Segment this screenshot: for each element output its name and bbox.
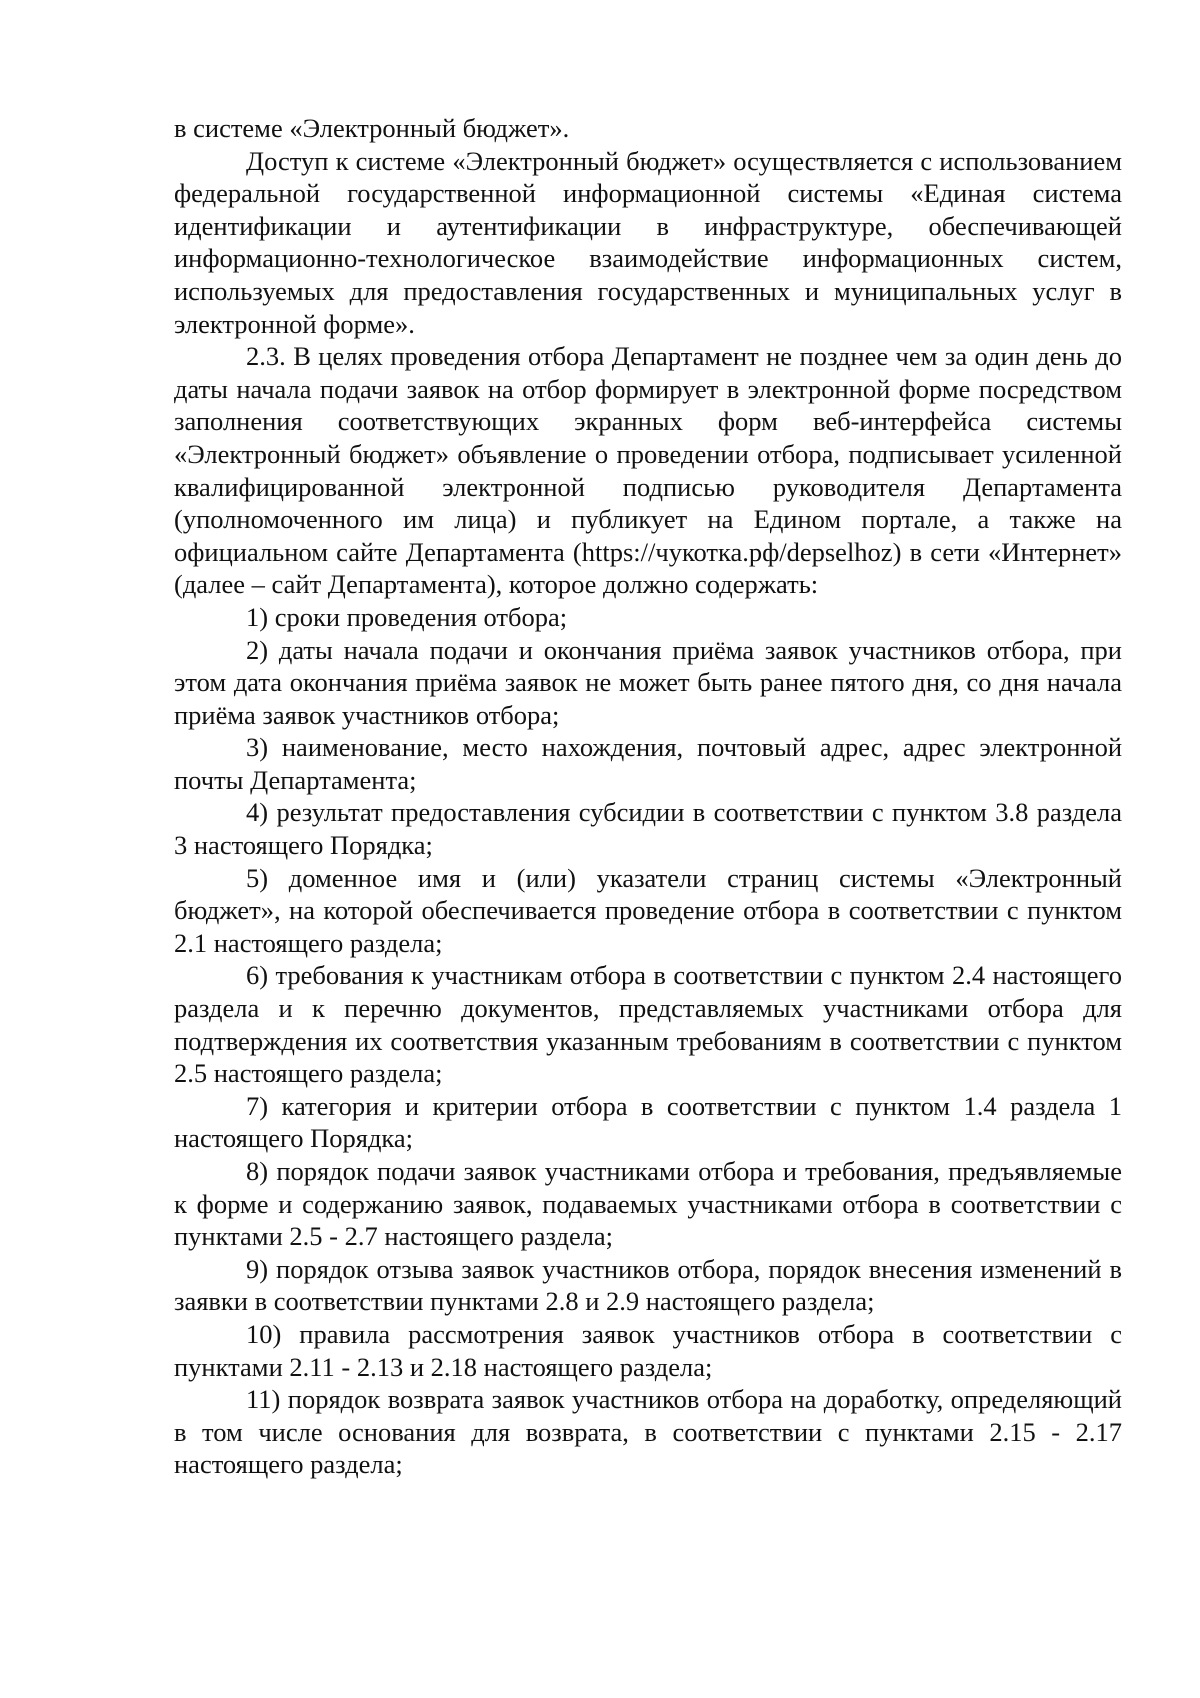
paragraph-continuation: в системе «Электронный бюджет». [174,113,570,143]
list-item-8: 8) порядок подачи заявок участниками отбора и требования, предъявляемые к форме и содержанию заявок, подаваемых участниками отбора в соответствии с пунктами 2.5 - 2.7 настоящего раздела; [174,1156,1122,1252]
list-item-4: 4) результат предоставления субсидии в соответствии с пунктом 3.8 раздела 3 настоящего Порядка; [174,797,1122,861]
paragraph-2-3: 2.3. В целях проведения отбора Департамент не позднее чем за один день до даты начала подачи заявок на отбор формирует в электронной форме посредством заполнения соответствующих экранных форм веб-интерфейса системы «Электронный бюджет» объявление о проведении отбора, подписывает усиленной квалифицированной электронной подписью руководителя Департамента (уполномоченного им лица) и публикует на Едином портале, а также на официальном сайте Департамента (https://чукотка.рф/depselhoz) в сети «Интернет» (далее – сайт Департамента), которое должно содержать: [174,341,1122,600]
list-item-1: 1) сроки проведения отбора; [246,601,568,632]
list-item-5: 5) доменное имя и (или) указатели страниц системы «Электронный бюджет», на которой обеспечивается проведение отбора в соответствии с пунктом 2.1 настоящего раздела; [174,862,1122,958]
list-item-3: 3) наименование, место нахождения, почтовый адрес, адрес электронной почты Департамента; [174,732,1122,795]
list-item-6: 6) требования к участникам отбора в соответствии с пунктом 2.4 настоящего раздела и к перечню документов, представляемых участниками отбора для подтверждения их соответствия указанным требованиям в соответствии с пунктом 2.5 настоящего раздела; [174,960,1122,1089]
list-item-9: 9) порядок отзыва заявок участников отбора, порядок внесения изменений в заявки в соответствии пунктами 2.8 и 2.9 настоящего раздела; [174,1253,1122,1317]
list-item-11: 11) порядок возврата заявок участников отбора на доработку, определяющий в том числе основания для возврата, в соответствии с пунктами 2.15 - 2.17 настоящего раздела; [174,1384,1122,1480]
list-item-2: 2) даты начала подачи и окончания приёма заявок участников отбора, при этом дата окончания приёма заявок не может быть ранее пятого дня, со дня начала приёма заявок участников отбора; [174,634,1122,730]
paragraph-system-access: Доступ к системе «Электронный бюджет» осуществляется с использованием федеральной государственной информационной системы «Единая система идентификации и аутентификации в инфраструктуре, обеспечивающей информационно-технологическое взаимодействие информационных систем, используемых для предоставления государственных и муниципальных услуг в электронной форме». [174,145,1122,339]
list-item-7: 7) категория и критерии отбора в соответствии с пунктом 1.4 раздела 1 настоящего Порядка; [174,1090,1122,1154]
list-item-10: 10) правила рассмотрения заявок участников отбора в соответствии с пунктами 2.11 - 2.13 и 2.18 настоящего раздела; [174,1318,1122,1382]
document-page [174,112,1122,1481]
